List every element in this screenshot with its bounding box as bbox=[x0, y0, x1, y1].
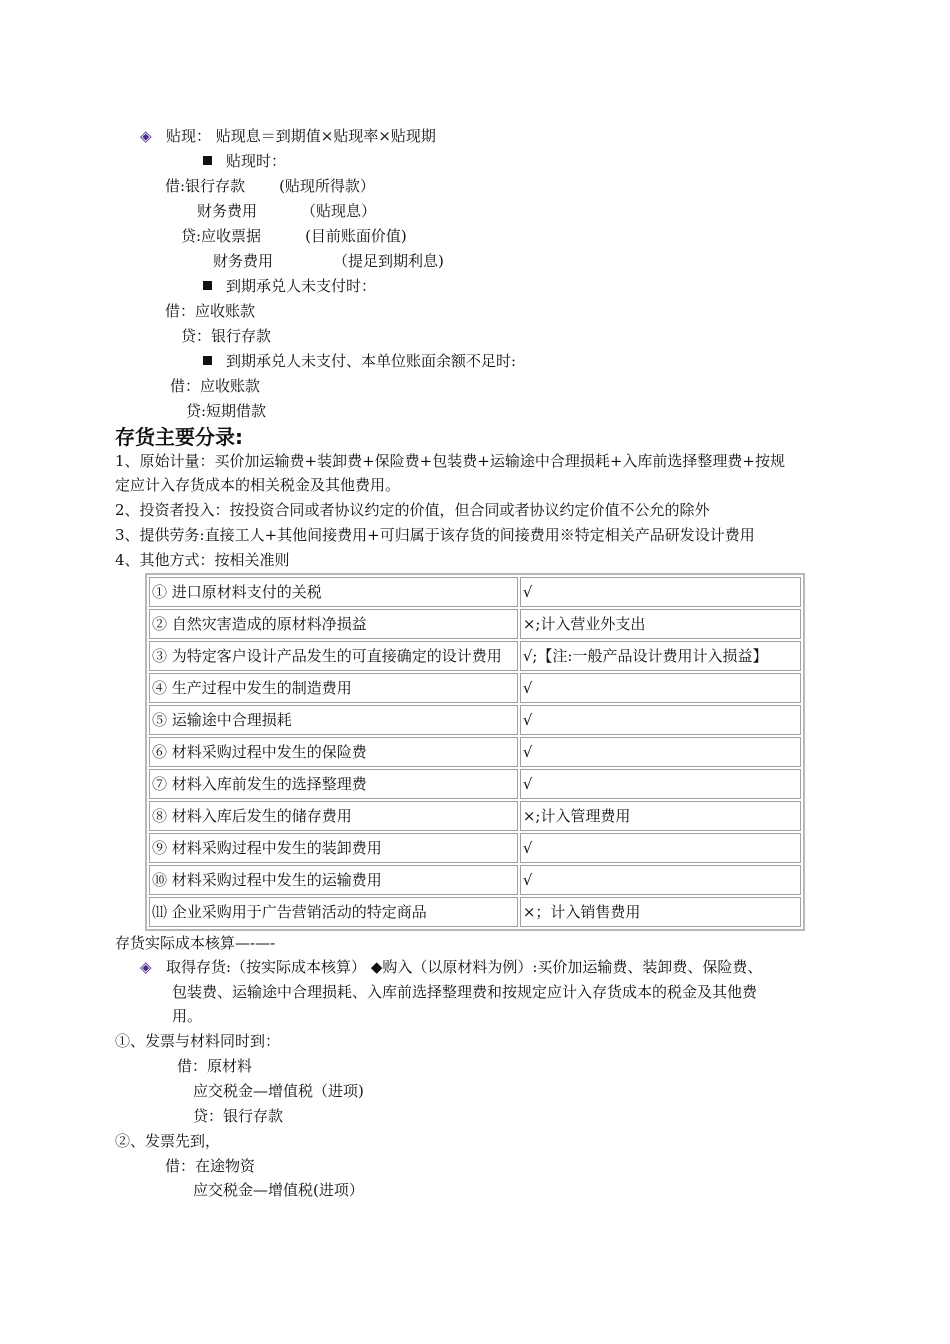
diamond-bullet-icon: ◈ bbox=[140, 127, 152, 145]
scenario-1-debit-2: 应交税金—增值税（进项) bbox=[193, 1082, 364, 1100]
table-cell-result: √ bbox=[520, 705, 801, 735]
table-cell-item: ⑾ 企业采购用于广告营销活动的特定商品 bbox=[149, 897, 518, 927]
table-row bbox=[149, 641, 801, 671]
table-cell-result: ×;计入营业外支出 bbox=[520, 609, 801, 639]
entry-note: （提足到期利息) bbox=[333, 252, 444, 270]
table-cell-result: √ bbox=[520, 577, 801, 607]
table-cell-result: √ bbox=[520, 737, 801, 767]
table-row bbox=[149, 801, 801, 831]
square-bullet-icon bbox=[203, 281, 212, 290]
table-cell-result: √;【注:一般产品设计费用计入损益】 bbox=[520, 641, 801, 671]
table-cell-item: ④ 生产过程中发生的制造费用 bbox=[149, 673, 518, 703]
inventory-heading: 存货主要分录: bbox=[115, 425, 243, 449]
case1-credit-2 bbox=[213, 251, 444, 271]
entry-account: 财务费用 bbox=[197, 202, 258, 220]
table-cell-result: √ bbox=[520, 833, 801, 863]
table-row bbox=[149, 609, 801, 639]
case2-debit: 借：应收账款 bbox=[165, 302, 256, 320]
square-bullet-icon bbox=[203, 156, 212, 165]
case1-debit-2 bbox=[197, 201, 376, 221]
table-cell-result: √ bbox=[520, 673, 801, 703]
table-row bbox=[149, 577, 801, 607]
case3-title-line bbox=[203, 351, 516, 371]
scenario-2-debit-2: 应交税金—增值税(进项） bbox=[193, 1181, 364, 1199]
case3-credit: 贷:短期借款 bbox=[186, 402, 267, 420]
scenario-2-debit-1: 借：在途物资 bbox=[165, 1157, 256, 1175]
table-row bbox=[149, 865, 801, 895]
table-row bbox=[149, 673, 801, 703]
case3-debit: 借：应收账款 bbox=[170, 377, 261, 395]
table-cell-item: ① 进口原材料支付的关税 bbox=[149, 577, 518, 607]
case1-debit-1 bbox=[165, 176, 375, 196]
table-cell-item: ⑨ 材料采购过程中发生的装卸费用 bbox=[149, 833, 518, 863]
scenario-1-credit: 贷：银行存款 bbox=[193, 1107, 284, 1125]
case1-credit-1 bbox=[181, 226, 407, 246]
table-cell-item: ② 自然灾害造成的原材料净损益 bbox=[149, 609, 518, 639]
case1-title-line bbox=[203, 151, 286, 171]
inventory-para-3: 3、提供劳务:直接工人+其他间接费用+可归属于该存货的间接费用※特定相关产品研发设计费用 bbox=[115, 526, 755, 544]
inventory-cost-table bbox=[145, 573, 805, 931]
square-bullet-icon bbox=[203, 356, 212, 365]
entry-note: (贴现所得款） bbox=[279, 177, 375, 195]
entry-account: 借:银行存款 bbox=[165, 177, 246, 195]
scenario-1-title: ①、发票与材料同时到： bbox=[115, 1032, 281, 1050]
table-cell-result: ×;计入管理费用 bbox=[520, 801, 801, 831]
table-cell-result: √ bbox=[520, 769, 801, 799]
table-cell-item: ⑦ 材料入库前发生的选择整理费 bbox=[149, 769, 518, 799]
diamond-bullet-icon: ◈ bbox=[140, 958, 152, 976]
table-cell-result: ×；计入销售费用 bbox=[520, 897, 801, 927]
table-cell-result: √ bbox=[520, 865, 801, 895]
actual-cost-title: 存货实际成本核算—-—- bbox=[115, 934, 276, 952]
scenario-1-debit-1: 借：原材料 bbox=[177, 1057, 253, 1075]
table-row bbox=[149, 737, 801, 767]
table-row bbox=[149, 833, 801, 863]
case2-title-line bbox=[203, 276, 376, 296]
table-row bbox=[149, 897, 801, 927]
entry-account: 财务费用 bbox=[213, 252, 274, 270]
table-cell-item: ③ 为特定客户设计产品发生的可直接确定的设计费用 bbox=[149, 641, 518, 671]
acquire-line-1 bbox=[140, 957, 762, 977]
case1-title: 贴现时： bbox=[226, 152, 287, 170]
acquire-line-3: 用。 bbox=[172, 1007, 203, 1025]
entry-account: 贷:应收票据 bbox=[181, 227, 262, 245]
table-cell-item: ⑩ 材料采购过程中发生的运输费用 bbox=[149, 865, 518, 895]
discount-title-line bbox=[140, 126, 436, 146]
case2-title: 到期承兑人未支付时： bbox=[226, 277, 377, 295]
inventory-para-2: 2、投资者投入：按投资合同或者协议约定的价值，但合同或者协议约定价值不公允的除外 bbox=[115, 501, 710, 519]
inventory-para-4: 4、其他方式：按相关准则 bbox=[115, 551, 290, 569]
table-cell-item: ⑧ 材料入库后发生的储存费用 bbox=[149, 801, 518, 831]
table-cell-item: ⑥ 材料采购过程中发生的保险费 bbox=[149, 737, 518, 767]
acquire-text-1: 取得存货:（按实际成本核算） ◆购入（以原材料为例）:买价加运输费、装卸费、保险费、 bbox=[166, 958, 763, 976]
discount-title: 贴现： 贴现息＝到期值×贴现率×贴现期 bbox=[166, 127, 436, 145]
case2-credit: 贷：银行存款 bbox=[181, 327, 272, 345]
entry-note: （贴现息） bbox=[301, 202, 377, 220]
inventory-para-1-cont: 定应计入存货成本的相关税金及其他费用。 bbox=[115, 476, 401, 494]
scenario-2-title: ②、发票先到， bbox=[115, 1132, 221, 1150]
table-row bbox=[149, 769, 801, 799]
inventory-para-1: 1、原始计量：买价加运输费+装卸费+保险费+包装费+运输途中合理损耗+入库前选择整理费+按规 bbox=[115, 452, 785, 470]
table-cell-item: ⑤ 运输途中合理损耗 bbox=[149, 705, 518, 735]
entry-note: (目前账面价值) bbox=[305, 227, 407, 245]
case3-title: 到期承兑人未支付、本单位账面余额不足时: bbox=[226, 352, 517, 370]
table-row bbox=[149, 705, 801, 735]
acquire-line-2: 包装费、运输途中合理损耗、入库前选择整理费和按规定应计入存货成本的税金及其他费 bbox=[172, 983, 758, 1001]
